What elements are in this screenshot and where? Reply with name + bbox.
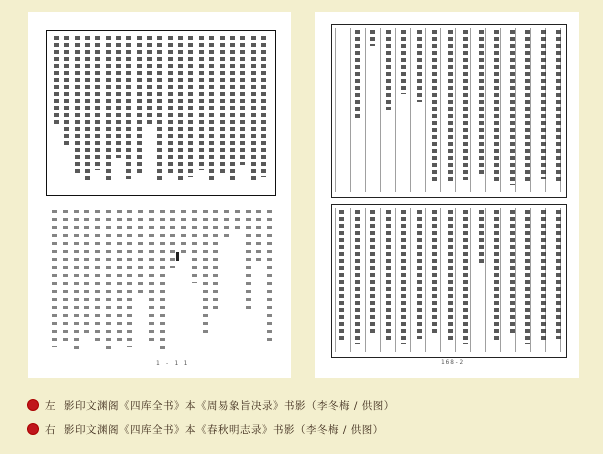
right-page-number: 168-2 [441, 359, 465, 366]
left-page-number: 1 - 1 1 [156, 360, 189, 367]
text-columns [52, 210, 272, 356]
right-upper-page [329, 22, 569, 200]
text-columns [54, 36, 266, 188]
text-columns [339, 210, 561, 350]
caption-right [28, 421, 384, 437]
caption-position: 左 [45, 399, 56, 412]
left-upper-page [44, 26, 280, 202]
bullet-icon [28, 400, 38, 410]
caption-left [28, 397, 395, 413]
left-lower-page [44, 204, 280, 370]
right-lower-page [329, 202, 569, 370]
caption-text: 影印文渊阁《四库全书》本《春秋明志录》书影（李冬梅 / 供图） [64, 423, 384, 436]
text-columns [339, 30, 561, 190]
caption-position: 右 [45, 423, 56, 436]
left-book-image [28, 12, 291, 378]
right-book-image [315, 12, 579, 378]
bullet-icon [28, 424, 38, 434]
caption-text: 影印文渊阁《四库全书》本《周易象旨决录》书影（李冬梅 / 供图） [64, 399, 395, 412]
fold-mark [176, 252, 179, 261]
